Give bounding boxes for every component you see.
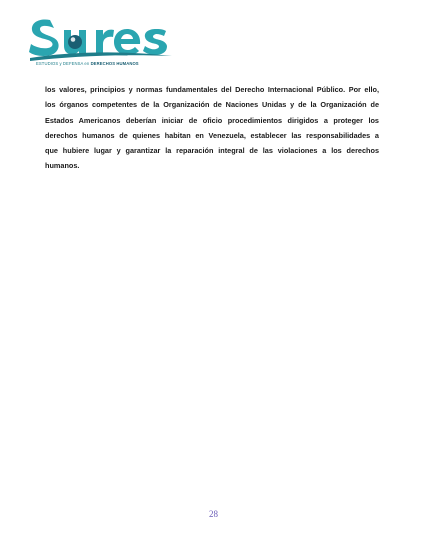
paragraph-line: los órganos competentes de la Organización de Naciones Unidas y de la Organización de (45, 100, 379, 110)
body-paragraph (45, 82, 379, 174)
paragraph-line: Estados Americanos deberían iniciar de oficio procedimientos dirigidos a proteger los (45, 115, 379, 125)
paragraph-line: humanos. (45, 161, 80, 171)
paragraph-line: los valores, principios y normas fundamentales del Derecho Internacional Público. Por ello, (45, 85, 379, 94)
page-number: 28 (209, 509, 218, 519)
tagline-strong: DERECHOS HUMANOS (90, 61, 139, 66)
logo-tagline (36, 61, 186, 69)
paragraph-line: derechos humanos de quienes habitan en Venezuela, establecer las responsabilidades a (45, 130, 379, 140)
sures-logo (28, 14, 174, 66)
tagline-prefix: ESTUDIOS y DEFENSA en (36, 61, 90, 66)
paragraph-line: que hubiere lugar y garantizar la reparación integral de las violaciones a los derechos (45, 146, 379, 156)
